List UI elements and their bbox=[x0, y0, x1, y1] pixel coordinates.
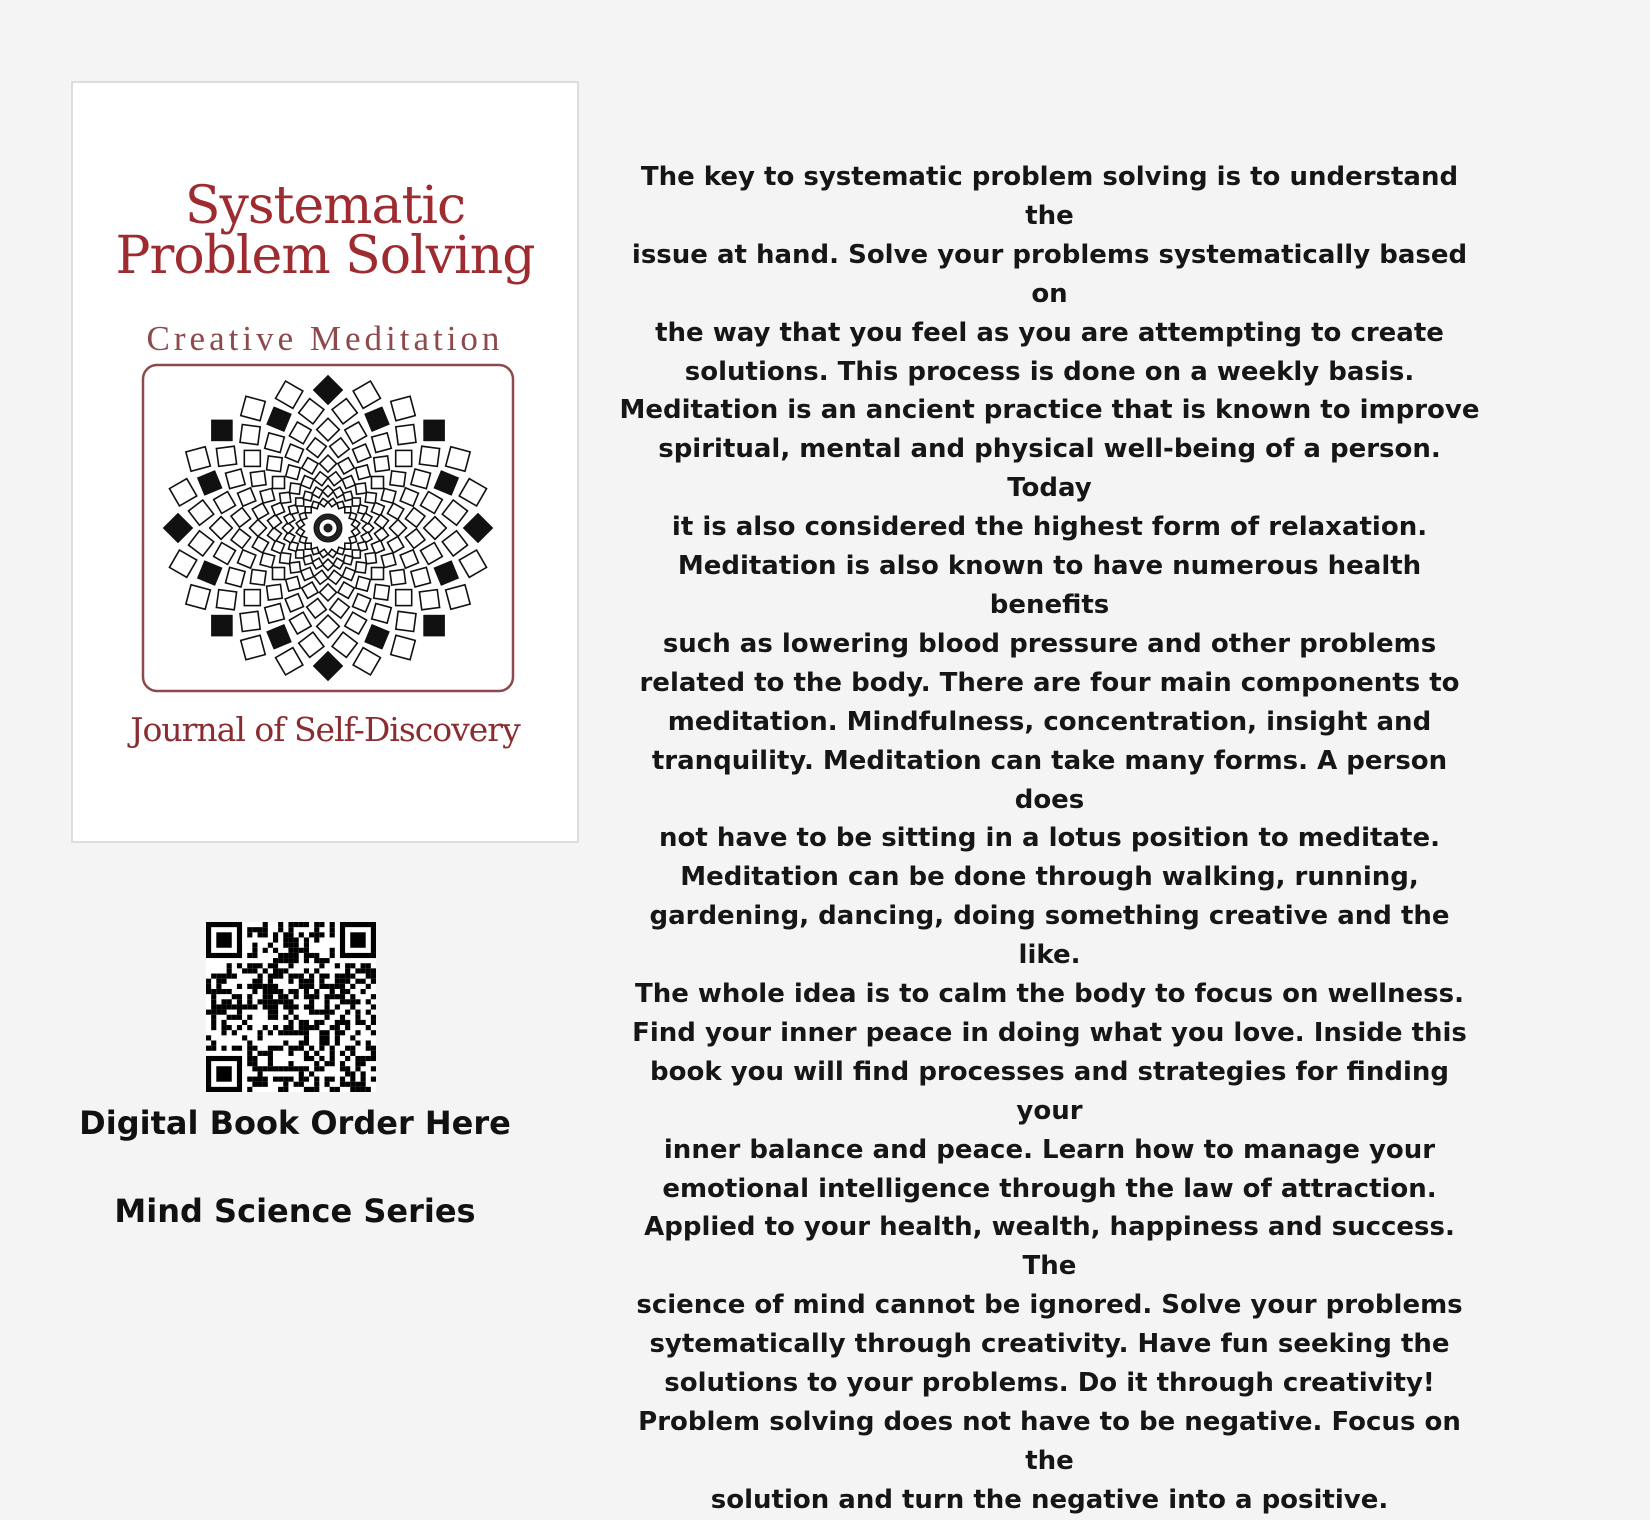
mandala-illustration bbox=[141, 363, 515, 693]
qr-code[interactable] bbox=[206, 922, 376, 1092]
book-description: The key to systematic problem solving is to understand the issue at hand. Solve your problems systematically based on the way that you feel as you are attempting to create solutions. This process is done on a weekly basis. Meditation is an ancient practice that is known to improve spiritual, mental and physical well-being of a person. Today it is also considered the highest form of relaxation. Meditation is also known to have numerous health benefits such as lowering blood pressure and other problems related to the body. There are four main components to meditation. Mindfulness, concentration, insight and tranquility. Meditation can take many forms. A person does not have to be sitting in a lotus position to meditate. Meditation can be done through walking, running, gardening, dancing, doing something creative and the like. The whole idea is to calm the body to focus on wellness. Find your inner peace in doing what you love. Inside this book you will find processes and strategies for finding your inner balance and peace. Learn how to manage your emotional intelligence through the law of attraction. Applied to your health, wealth, happiness and success. The science of mind cannot be ignored. Solve your problems sytematically through creativity. Have fun seeking the solutions to your problems. Do it through creativity! Problem solving does not have to be negative. Focus on the solution and turn the negative into a positive. bbox=[619, 162, 1480, 1515]
order-label: Digital Book Order Here bbox=[79, 1104, 511, 1142]
cover-title: Systematic Problem Solving bbox=[115, 176, 535, 286]
cover-subtitle: Creative Meditation bbox=[146, 319, 504, 358]
book-cover bbox=[71, 81, 579, 843]
series-label: Mind Science Series bbox=[114, 1192, 476, 1230]
cover-journal-title: Journal of Self-Discovery bbox=[130, 710, 520, 749]
